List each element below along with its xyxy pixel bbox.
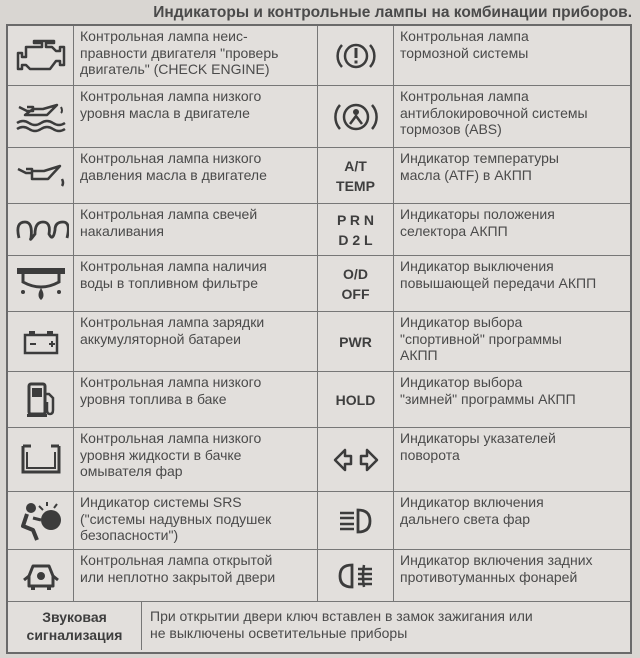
at-temp-label: A/T TEMP	[318, 148, 394, 203]
washer-fluid-icon	[8, 428, 74, 491]
oil-level-icon	[8, 86, 74, 147]
check-engine-text: Контрольная лампа неис- правности двигателя "проверь двигатель" (CHECK ENGINE)	[74, 26, 318, 85]
table-row	[8, 204, 630, 256]
battery-text: Контрольная лампа зарядки аккумуляторной батареи	[74, 312, 318, 371]
turn-signal-text: Индикаторы указателей поворота	[400, 430, 556, 463]
door-open-text: Контрольная лампа открытой или неплотно закрытой двери	[74, 550, 318, 601]
washer-fluid-text: Контрольная лампа низкого уровня жидкости в бачке омывателя фар	[74, 428, 318, 491]
battery-icon	[8, 312, 74, 371]
high-beam-text: Индикатор включения дальнего света фар	[400, 494, 544, 527]
high-beam-icon	[318, 492, 394, 549]
table-row	[8, 26, 630, 86]
oil-pressure-icon	[8, 148, 74, 203]
rear-fog-text: Индикатор включения задних противотуманных фонарей	[400, 552, 593, 585]
glow-plug-icon	[8, 204, 74, 255]
water-in-fuel-icon	[8, 256, 74, 311]
fuel-text: Контрольная лампа низкого уровня топлива в баке	[74, 372, 318, 427]
table-row	[8, 372, 630, 428]
srs-airbag-text: Индикатор системы SRS ("системы надувных подушек безопасности")	[74, 492, 318, 549]
sound-signal-text: При открытии двери ключ вставлен в замок зажигания или не выключены осветительные приборы	[150, 608, 533, 641]
abs-icon	[318, 86, 394, 147]
selector-label: P R N D 2 L	[318, 204, 394, 255]
brake-warning-icon	[318, 26, 394, 85]
at-temp-text: Индикатор температуры масла (ATF) в АКПП	[400, 150, 559, 183]
check-engine-icon	[8, 26, 74, 85]
table-row	[8, 148, 630, 204]
pwr-label: PWR	[318, 312, 394, 371]
door-open-icon	[8, 550, 74, 601]
table-row	[8, 312, 630, 372]
brake-warning-text: Контрольная лампа тормозной системы	[400, 28, 529, 61]
hold-text: Индикатор выбора "зимней" программы АКПП	[400, 374, 576, 407]
table-row	[8, 256, 630, 312]
table-row	[8, 86, 630, 148]
water-in-fuel-text: Контрольная лампа наличия воды в топливном фильтре	[74, 256, 318, 311]
pwr-text: Индикатор выбора "спортивной" программы АКПП	[400, 314, 562, 363]
fuel-icon	[8, 372, 74, 427]
rear-fog-icon	[318, 550, 394, 601]
sound-signal-row	[8, 602, 630, 650]
od-off-text: Индикатор выключения повышающей передачи АКПП	[400, 258, 597, 291]
turn-signal-icon	[318, 428, 394, 491]
sound-signal-label: Звуковая сигнализация	[8, 602, 142, 650]
selector-text: Индикаторы положения селектора АКПП	[400, 206, 555, 239]
indicator-table	[6, 24, 632, 654]
page-title: Индикаторы и контрольные лампы на комбинации приборов.	[153, 4, 632, 21]
glow-plug-text: Контрольная лампа свечей накаливания	[74, 204, 318, 255]
od-off-label: O/D OFF	[318, 256, 394, 311]
oil-pressure-text: Контрольная лампа низкого давления масла в двигателе	[74, 148, 318, 203]
srs-airbag-icon	[8, 492, 74, 549]
oil-level-text: Контрольная лампа низкого уровня масла в двигателе	[74, 86, 318, 147]
table-row	[8, 550, 630, 602]
table-row	[8, 428, 630, 492]
table-row	[8, 492, 630, 550]
abs-text: Контрольная лампа антиблокировочной системы тормозов (ABS)	[400, 88, 588, 137]
hold-label: HOLD	[318, 372, 394, 427]
